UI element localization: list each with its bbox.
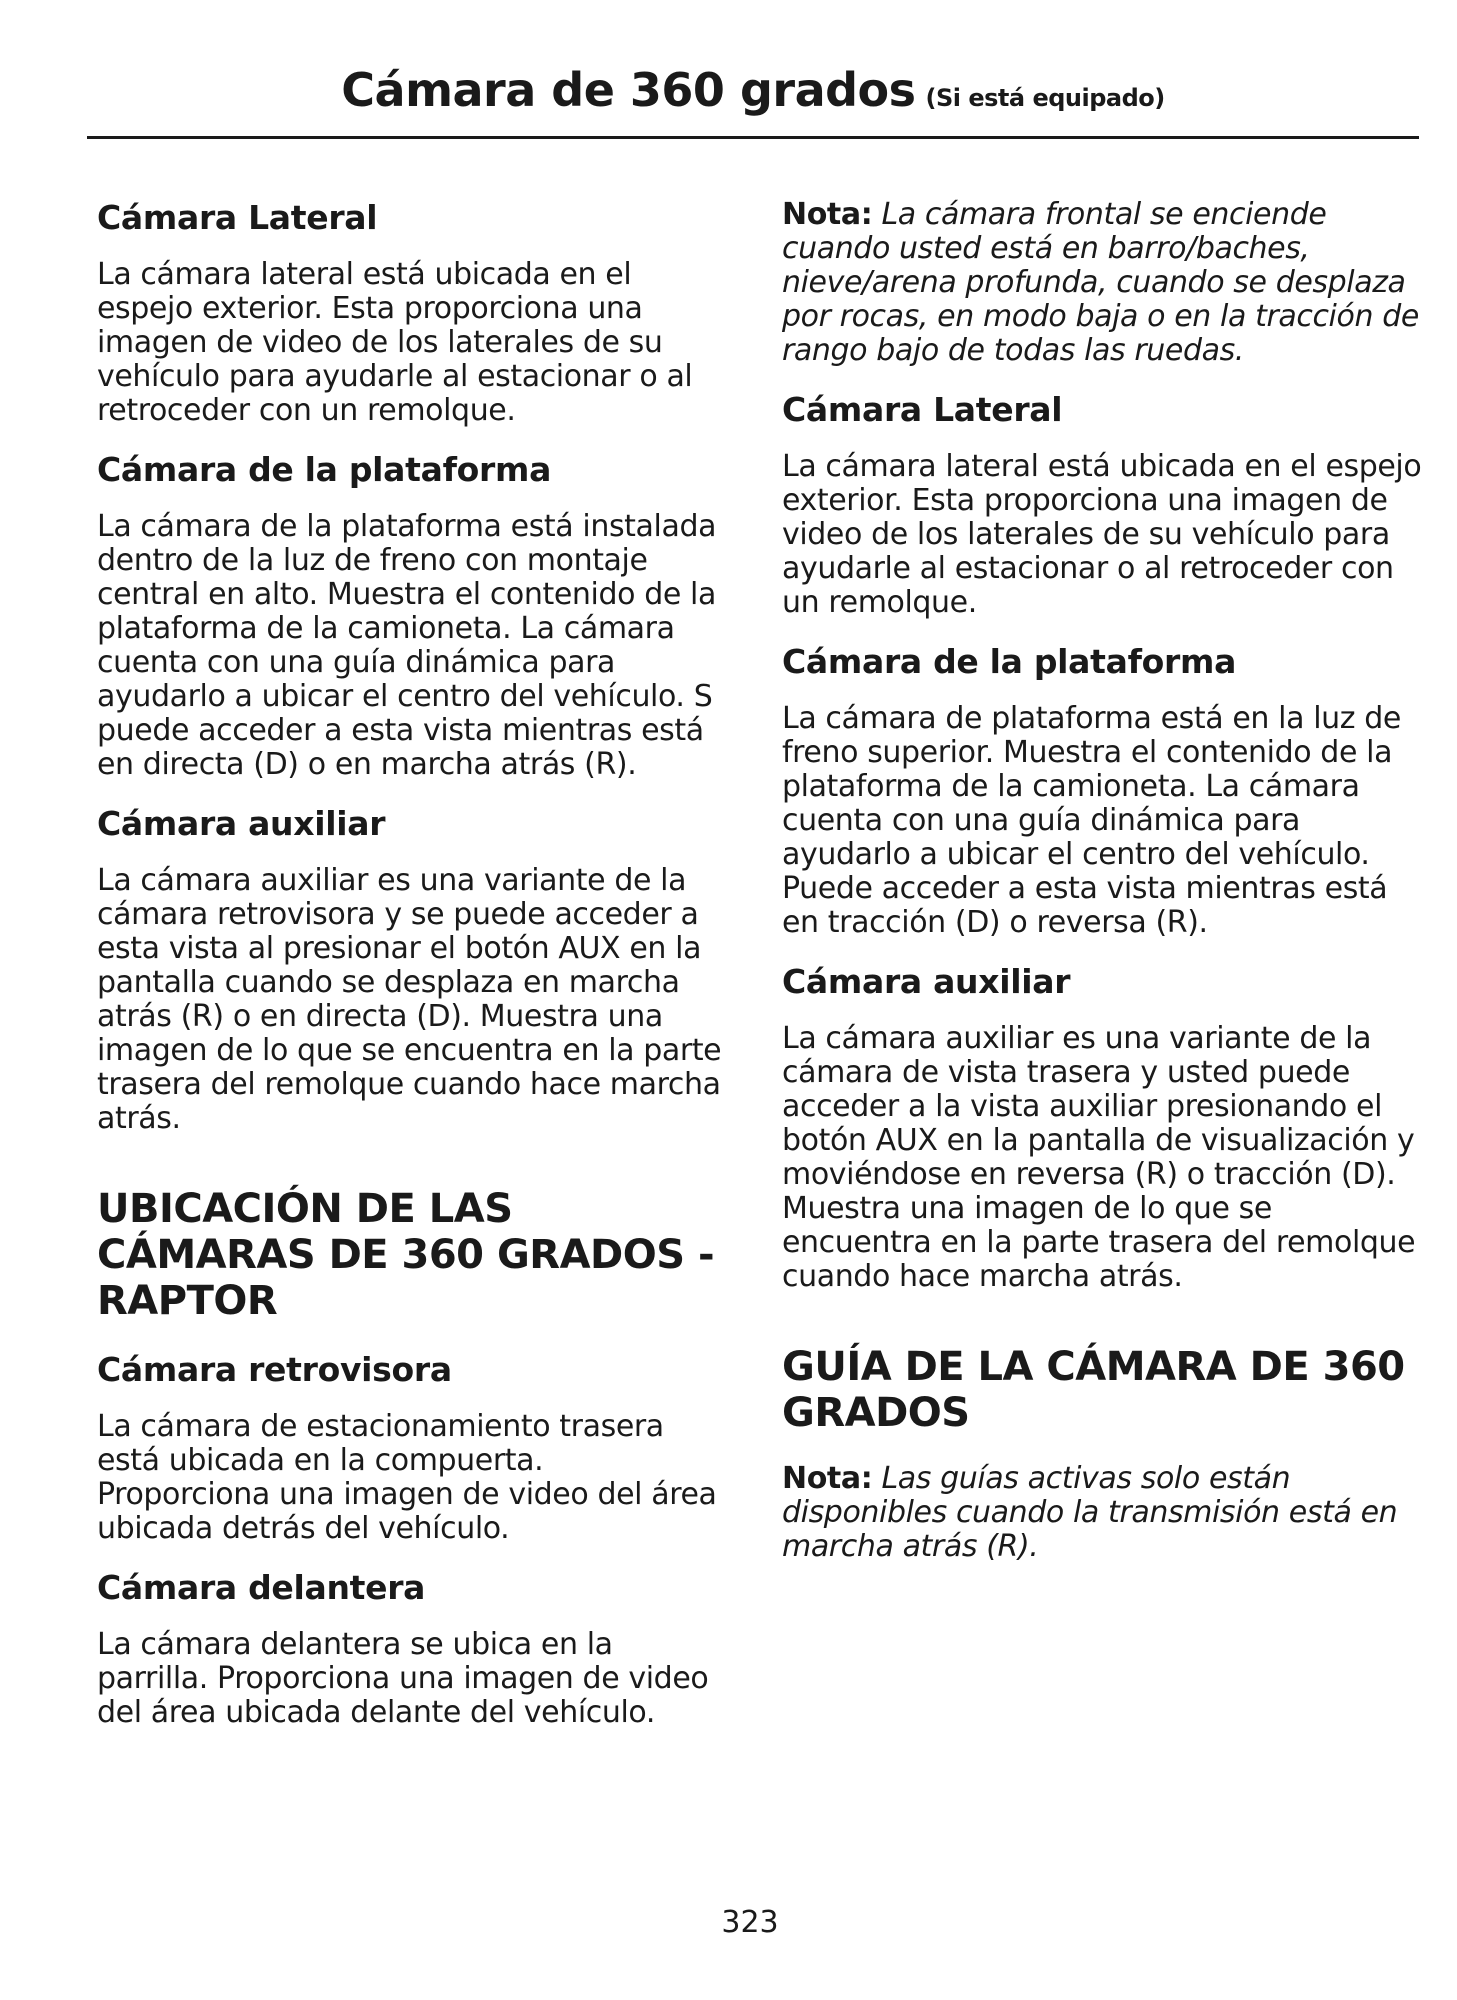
page-header [87,62,1419,139]
page-subtitle: (Si está equipado) [925,84,1165,112]
paragraph-bed-camera: La cámara de la plataforma está instalada dentro de la luz de freno con montaje central en alto. Muestra el contenido de la plataforma de la camioneta. La cámara cuenta con una guía dinámica para ayudarlo a ubicar el centro del vehículo. S puede acceder a esta vista mientras está en directa (D) o en marcha atrás (R). [97,509,717,782]
left-column [97,198,722,1752]
paragraph-front-camera: La cámara delantera se ubica en la parrilla. Proporciona una imagen de video del área ubicada delante del vehículo. [97,1627,709,1730]
section-heading-bed-camera: Cámara de la plataforma [97,450,552,489]
section-heading-aux-camera: Cámara auxiliar [97,804,386,843]
paragraph-aux-camera-right: La cámara auxiliar es una variante de la cámara de vista trasera y usted puede acceder a la vista auxiliar presionando el botón AUX en la pantalla de visualización y moviéndose en reversa (R) o tracción (D). Muestra una imagen de lo que se encuentra en la parte trasera del remolque cuando hace marcha atrás. [782,1021,1416,1294]
note-active-guides [782,1462,1422,1564]
note-label: Nota: [782,197,873,232]
page-title: Cámara de 360 grados (Si está equipado) [341,63,1165,117]
section-heading-side-camera: Cámara Lateral [97,198,378,237]
section-heading-rear-camera: Cámara retrovisora [97,1350,452,1389]
paragraph-side-camera: La cámara lateral está ubicada en el espejo exterior. Esta proporciona una imagen de video de los laterales de su vehículo para ayudarle al estacionar o al retroceder con un remolque. [97,257,693,428]
note-front-camera [782,198,1422,368]
section-heading-aux-camera-right: Cámara auxiliar [782,962,1071,1001]
paragraph-aux-camera: La cámara auxiliar es una variante de la cámara retrovisora y se puede acceder a esta vista al presionar el botón AUX en la pantalla cuando se desplaza en marcha atrás (R) o en directa (D). Muestra una imagen de lo que se encuentra en la parte trasera del remolque cuando hace marcha atrás. [97,863,722,1136]
section-heading-side-camera-right: Cámara Lateral [782,390,1063,429]
right-column [782,198,1422,1586]
major-heading-camera-guide: GUÍA DE LA CÁMARA DE 360 GRADOS [782,1344,1405,1436]
note-label: Nota: [782,1461,873,1496]
page-number: 323 [721,1905,779,1940]
section-heading-bed-camera-right: Cámara de la plataforma [782,642,1237,681]
paragraph-side-camera-right: La cámara lateral está ubicada en el espejo exterior. Esta proporciona una imagen de video de los laterales de su vehículo para ayudarle al estacionar o al retroceder con un remolque. [782,449,1422,620]
paragraph-bed-camera-right: La cámara de plataforma está en la luz de freno superior. Muestra el contenido de la plataforma de la camioneta. La cámara cuenta con una guía dinámica para ayudarlo a ubicar el centro del vehículo. Puede acceder a esta vista mientras está en tracción (D) o reversa (R). [782,701,1401,940]
note-text: La cámara frontal se enciende cuando usted está en barro/baches, nieve/arena profunda, cuando se desplaza por rocas, en modo baja o en la tracción de rango bajo de todas las ruedas. [782,197,1419,368]
note-text: Las guías activas solo están disponibles cuando la transmisión está en marcha atrás (R). [782,1461,1398,1564]
major-heading-raptor-location: UBICACIÓN DE LAS CÁMARAS DE 360 GRADOS - RAPTOR [97,1186,715,1324]
section-heading-front-camera: Cámara delantera [97,1568,426,1607]
paragraph-rear-camera: La cámara de estacionamiento trasera está ubicada en la compuerta. Proporciona una imagen de video del área ubicada detrás del vehículo. [97,1409,717,1546]
